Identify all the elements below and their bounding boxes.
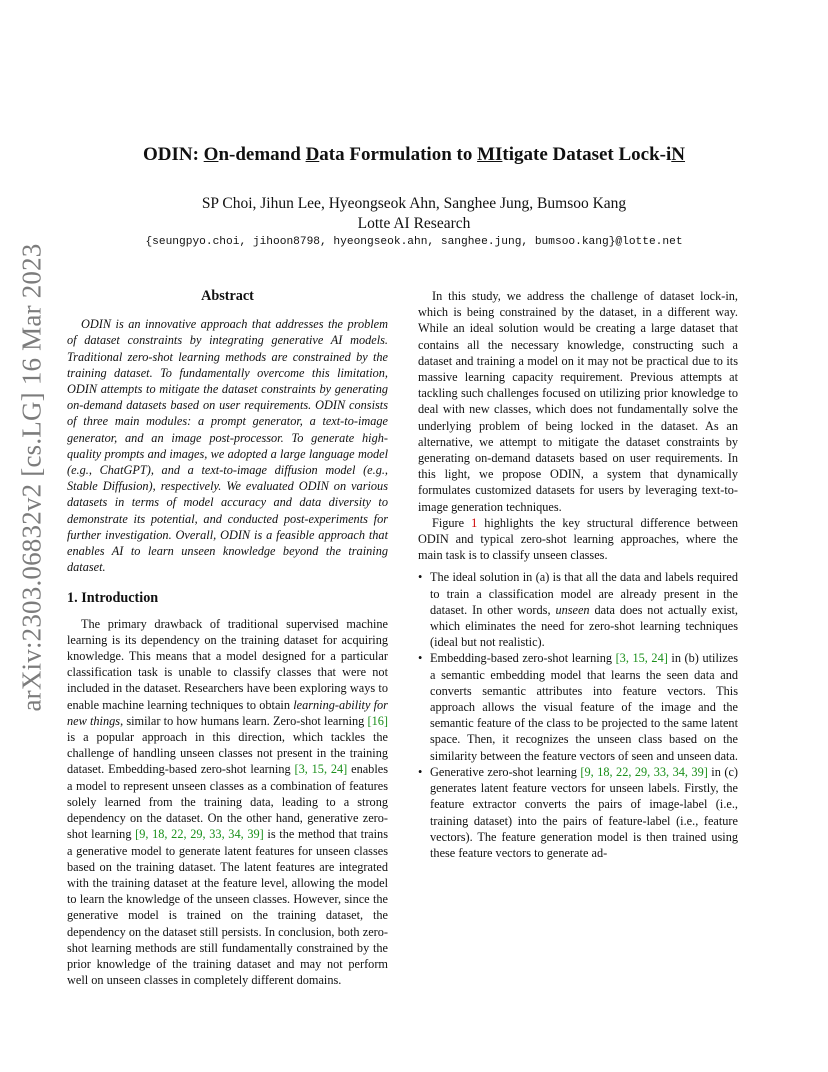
title-underlined-letter: D [305, 144, 320, 165]
title-text: ata Formulation to [319, 144, 478, 165]
text-run: Embedding-based zero-shot learning [430, 651, 616, 666]
title-underlined-letter: MI [477, 144, 503, 165]
intro-paragraph-3 [418, 515, 738, 564]
citation-link[interactable]: [16] [367, 713, 388, 728]
approach-list [418, 569, 738, 861]
author-list: SP Choi, Jihun Lee, Hyeongseok Ahn, Sanghee Jung, Bumsoo Kang [201, 195, 627, 212]
title-underlined-letter: N [671, 144, 686, 165]
citation-link[interactable]: [9, 18, 22, 29, 33, 34, 39] [135, 827, 264, 842]
section-heading-introduction: 1. Introduction [67, 590, 159, 607]
emphasis-text: unseen [555, 602, 590, 617]
left-column [67, 288, 388, 988]
emphasis-text: learning-ability for new things [67, 697, 388, 728]
text-run: The primary drawback of traditional supervised machine learning is its dependency on the training dataset for acquiring knowledge. This means that a model designed for a particular classification task is unable to classify classes that were not included in the dataset. Researchers have been exploring ways to enable machine learning techniques to obtain [67, 616, 388, 712]
text-run: highlights the key structural difference between ODIN and typical zero-shot learning approaches, where the main task is to classify unseen classes. [418, 515, 738, 563]
text-run: is the method that trains a generative model to generate latent features for unseen classes based on the training dataset. The latent features are integrated with the training dataset at the feature level, allowing the model to learn the knowledge of the unseen classes. However, since the generative model is trained on the training dataset, the dependency on the dataset still persists. In conclusion, both zero-shot learning methods are still fundamentally constrained by the prior knowledge of the training dataset and may not perform well on unseen classes in completely different domains. [67, 827, 388, 988]
title-text: n-demand [218, 144, 306, 165]
author-emails: {seungpyo.choi, jihoon8798, hyeongseok.ahn, sanghee.jung, bumsoo.kang}@lotte.net [145, 236, 683, 248]
citation-link[interactable]: [3, 15, 24] [615, 651, 668, 666]
text-run: The ideal solution in (a) is that all the data and labels required to train a classification model are already present in the dataset. In other words, [430, 570, 738, 617]
intro-paragraph-1 [67, 616, 388, 989]
title-text: tigate Dataset Lock-i [502, 144, 672, 165]
text-run: data does not actually exist, which eliminates the need for zero-shot learning techniques (ideal but not realistic). [430, 602, 739, 650]
title-text: ODIN: [142, 144, 204, 165]
list-item-ideal-solution [418, 569, 738, 650]
citation-link[interactable]: [3, 15, 24] [294, 762, 348, 777]
text-run: in (c) generates latent feature vectors for unseen labels. Firstly, the feature extractor converts the pairs of image-label (i.e., training dataset) into the pairs of feature-label (i.e., feature vectors). The feature generation model is then trained using these feature vectors to generate ad- [430, 764, 738, 860]
intro-paragraph-2: In this study, we address the challenge of dataset lock-in, which is being constrained by the dataset, in a different way. While an ideal solution would be creating a large dataset that contains all the necessary knowledge, constructing such a dataset and training a model on it may not be practical due to its massive learning capacity requirement. Previous attempts at tackling such challenges focused on utilizing prior knowledge to deal with new classes, which does not fundamentally solve the underlying problem of being locked in the dataset. As an alternative, we attempt to mitigate the dataset constraints by generating on-demand datasets based on user requirements. In this light, we propose ODIN, a system that dynamically formulates customized datasets for users by leveraging text-to-image generation techniques. [418, 289, 738, 514]
abstract-heading: Abstract [201, 288, 254, 304]
right-column [418, 288, 738, 861]
text-run: is a popular approach in this direction, which tackles the challenge of handling unseen classes not present in the training dataset. Embedding-based zero-shot learning [67, 730, 388, 777]
title-underlined-letter: O [203, 144, 219, 165]
citation-link[interactable]: [9, 18, 22, 29, 33, 34, 39] [580, 764, 708, 779]
text-run: , similar to how humans learn. Zero-shot learning [120, 713, 368, 728]
figure-reference-link[interactable]: 1 [471, 515, 478, 530]
text-run: Figure [432, 515, 472, 530]
paper-title [0, 144, 828, 166]
text-run: Generative zero-shot learning [430, 764, 581, 779]
list-item-generative-zsl [418, 764, 738, 861]
text-run: in (b) utilizes a semantic embedding model that learns the seen data and converts semantic attributes into feature vectors. This approach allows the visual feature of the image and the semantic feature of the class to be projected to the same latent space. Then, it recognizes the unseen class based on the similarity between the feature vectors of seen and unseen data. [430, 651, 738, 763]
text-run: enables a model to represent unseen classes as a combination of features solely learned from the training data, leading to a strong dependency on the dataset. On the other hand, generative zero-shot learning [67, 762, 388, 842]
arxiv-identifier-text: arXiv:2303.06832v2 [cs.LG] 16 Mar 2023 [16, 242, 47, 712]
affiliation: Lotte AI Research [357, 215, 471, 232]
arxiv-identifier [12, 242, 52, 712]
abstract-text: ODIN is an innovative approach that addresses the problem of dataset constraints by integrating generative AI models. Traditional zero-shot learning methods are constrained by the training dataset. To fundamentally overcome this limitation, ODIN attempts to mitigate the dataset constraints by generating on-demand datasets based on user requirements. ODIN consists of three main modules: a prompt generator, a text-to-image generator, and an image post-processor. To generate high-quality prompts and images, we adopted a large language model (e.g., ChatGPT), and a text-to-image diffusion model (e.g., Stable Diffusion), respectively. We evaluated ODIN on various datasets in terms of model accuracy and data diversity to demonstrate its potential, and conducted post-experiments for further investigation. Overall, ODIN is a feasible approach that enables AI to learn unseen knowledge beyond the training dataset. [67, 317, 388, 575]
list-item-embedding-zsl [418, 650, 738, 763]
